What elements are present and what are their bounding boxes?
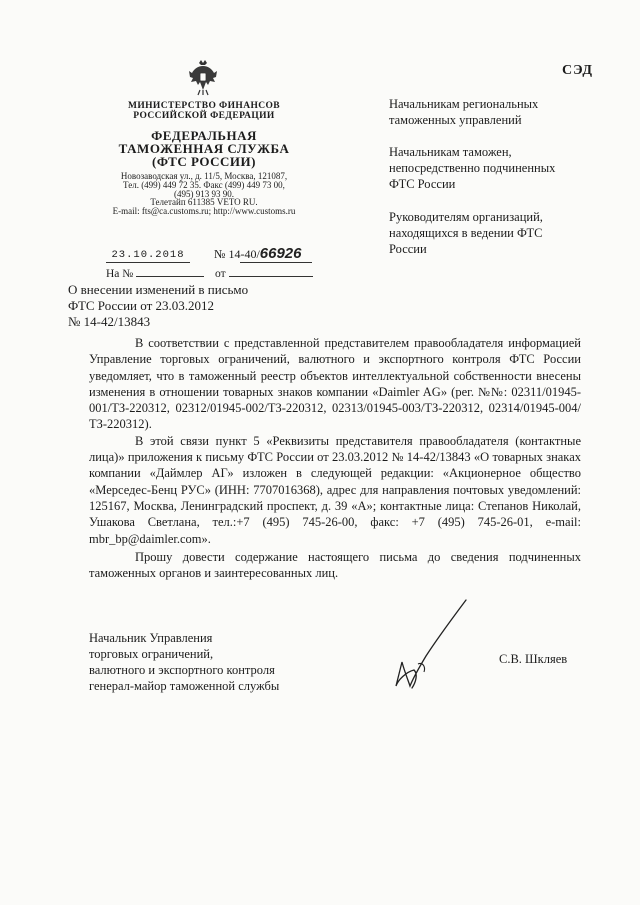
body-paragraph: В этой связи пункт 5 «Реквизиты представителя правообладателя (контактные лица)» приложения к письму ФТС России от 23.03.2012 № 14-42/13843 «О товарных знаках компании «Даймлер АГ» изложен в следующей редакции: «Акционерное общество «Мерседес-Бенц РУС» (ИНН: 7707016368), адрес для направления почтовых уведомлений: 125167, Москва, Ленинградский проспект, д. 39 «А»; контактные лица: Степанов Николай, Ушакова Светлана, тел.:+7 (495) 745-26-00, факс: +7 (495) 745-26-01, e-mail: mbr_bp@daimler.com». — [89, 433, 581, 546]
handwritten-number: 66926 — [259, 245, 302, 262]
registration-date-line — [106, 248, 190, 263]
letter-body — [89, 335, 581, 583]
body-paragraph: Прошу довести содержание настоящего письма до сведения подчиненных таможенных органов и заинтересованных лиц. — [89, 549, 581, 581]
state-emblem-icon — [188, 60, 218, 96]
recipient-2: Начальникам таможен, непосредственно подчиненных ФТС России — [389, 145, 556, 191]
service-name: ФЕДЕРАЛЬНАЯ ТАМОЖЕННАЯ СЛУЖБА (ФТС РОССИИ) — [118, 128, 290, 169]
signatory-name: С.В. Шкляев — [499, 652, 568, 666]
recipient-1: Начальникам региональных таможенных управлений — [389, 97, 539, 127]
reference-line: На № от — [106, 268, 313, 281]
date-stamp: 23.10.2018 — [111, 249, 185, 261]
document-mark: СЭД — [562, 63, 594, 78]
ministry-name: МИНИСТЕРСТВО ФИНАНСОВ РОССИЙСКОЙ ФЕДЕРАЦИИ — [127, 101, 281, 121]
body-paragraph: В соответствии с представленной представителем правообладателя информацией Управление торговых ограничений, валютного и экспортного контроля ФТС России уведомляет, что в таможенный реестр объектов интеллектуальной собственности внесены изменения в отношении товарных знаков компании «Daimler AG» (рег. №№: 02311/01945-001/ТЗ-220312, 02312/01945-002/ТЗ-220312, 02313/01945-003/ТЗ-220312, 02314/01945-004/ТЗ-220312). — [89, 336, 581, 432]
letter-subject: О внесении изменений в письмо ФТС России от 23.03.2012 № 14-42/13843 — [68, 282, 249, 329]
address-block: Новозаводская ул., д. 11/5, Москва, 121087, Тел. (499) 449 72 35. Факс (499) 449 73 00, (495) 913 93 90. Телетайп 611385 VETO RU. E-mail: fts@ca.customs.ru; http://www.customs.ru — [112, 171, 296, 217]
handwritten-signature — [384, 596, 474, 696]
number-underline — [240, 262, 312, 263]
registration-number: № 14-40/66926 — [214, 245, 302, 262]
signatory-position: Начальник Управления торговых ограничений, валютного и экспортного контроля генерал-майор таможенной службы — [89, 631, 280, 693]
recipient-3: Руководителям организаций, находящихся в ведении ФТС России — [389, 210, 543, 256]
